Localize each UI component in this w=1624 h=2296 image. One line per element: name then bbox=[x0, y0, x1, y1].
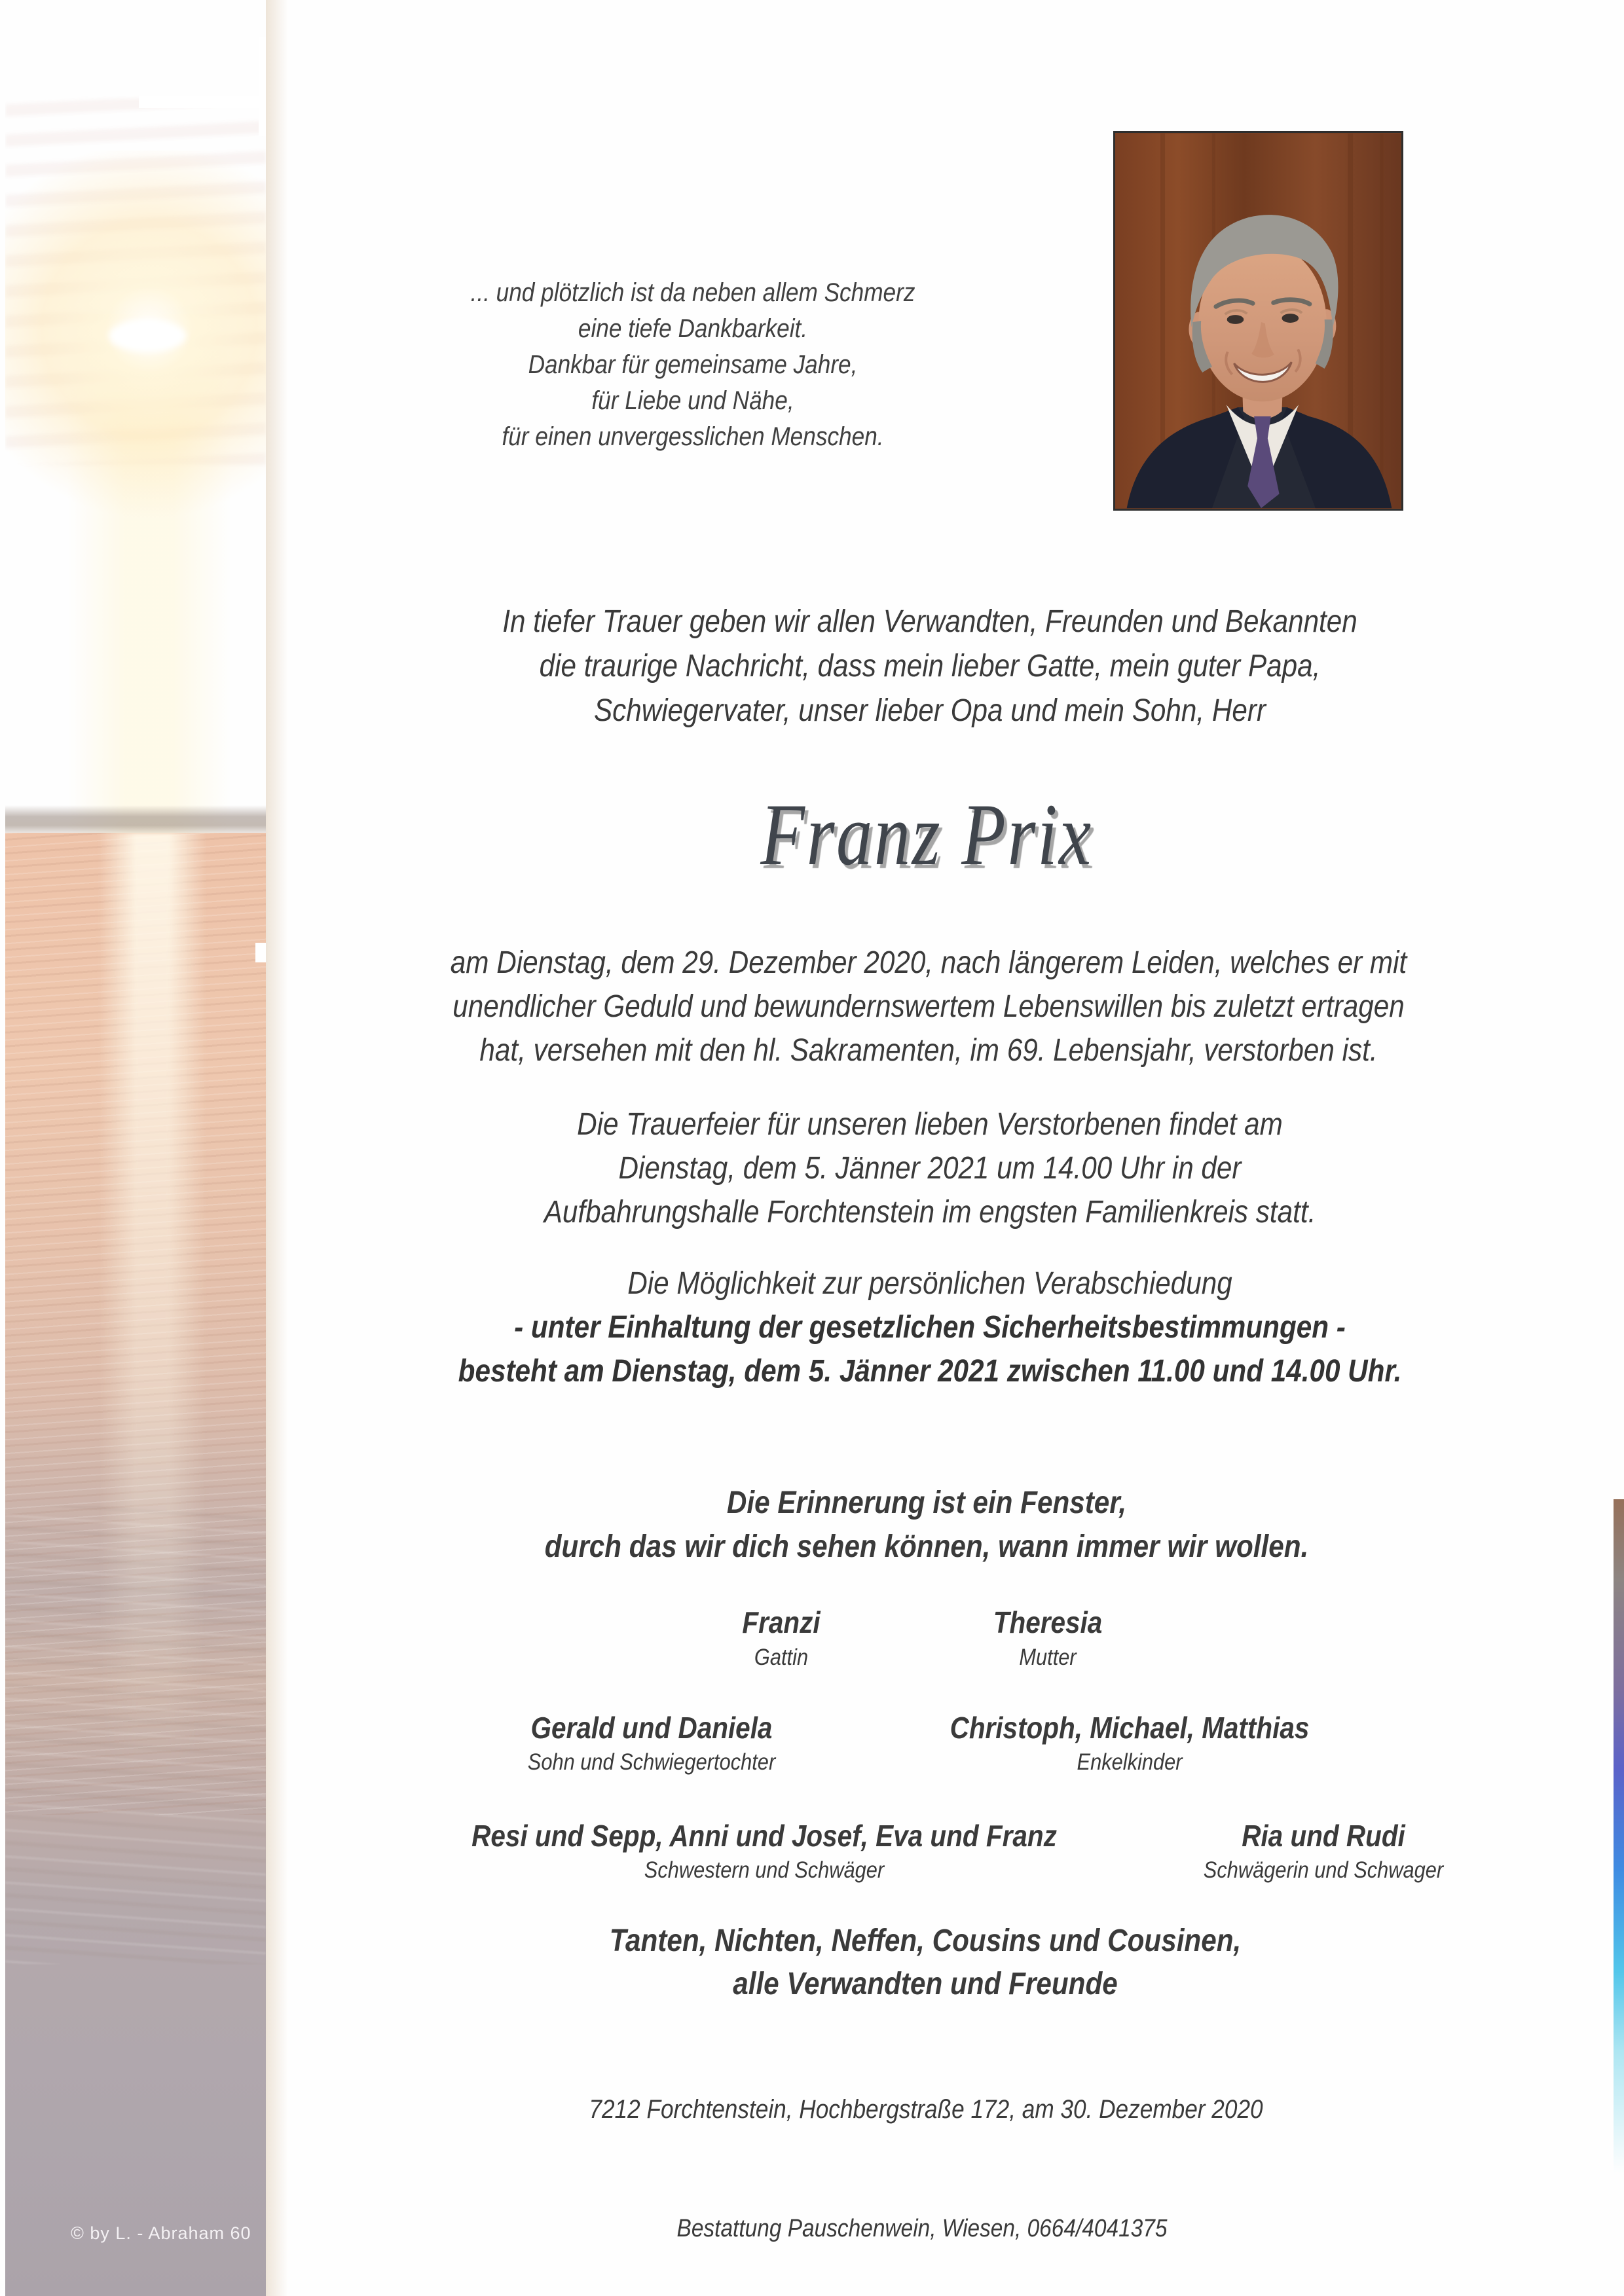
portrait-photo bbox=[1113, 131, 1403, 511]
mourner-relation: Enkelkinder bbox=[1077, 1749, 1183, 1775]
farewell-line-bold: - unter Einhaltung der gesetzlichen Sicherheitsbestimmungen - bbox=[514, 1310, 1346, 1345]
address-line: 7212 Forchtenstein, Hochbergstraße 172, am 30. Dezember 2020 bbox=[589, 2095, 1263, 2124]
deceased-name: Franz Prix bbox=[760, 786, 1093, 884]
farewell-line: Die Möglichkeit zur persönlichen Verabschiedung bbox=[627, 1266, 1232, 1301]
strip-edge-shadow bbox=[266, 0, 288, 2296]
scan-notch-artifact bbox=[259, 37, 266, 136]
poem-line: ... und plötzlich ist da neben allem Schmerz bbox=[470, 278, 915, 307]
closing-mourners-line: Tanten, Nichten, Neffen, Cousins und Cousinen, bbox=[609, 1923, 1242, 1958]
mourner-names: Theresia bbox=[993, 1605, 1103, 1639]
mourner-names: Resi und Sepp, Anni und Josef, Eva und Franz bbox=[471, 1819, 1057, 1853]
mourner-relation: Schwägerin und Schwager bbox=[1203, 1857, 1444, 1883]
funeral-home-line: Bestattung Pauschenwein, Wiesen, 0664/4041375 bbox=[676, 2215, 1168, 2242]
farewell-line-bold: besteht am Dienstag, dem 5. Jänner 2021 zwischen 11.00 und 14.00 Uhr. bbox=[458, 1354, 1402, 1389]
passing-line: hat, versehen mit den hl. Sakramenten, im 69. Lebensjahr, verstorben ist. bbox=[479, 1033, 1378, 1068]
sun-reflection-streak bbox=[98, 833, 206, 1782]
horizon-band bbox=[5, 805, 266, 834]
mourner-relation: Gattin bbox=[754, 1645, 809, 1670]
ceremony-line: Dienstag, dem 5. Jänner 2021 um 14.00 Uhr in der bbox=[618, 1151, 1242, 1186]
scan-notch-artifact bbox=[139, 96, 266, 108]
intro-line: Schwiegervater, unser lieber Opa und mein Sohn, Herr bbox=[593, 693, 1266, 728]
scan-edge-artifact bbox=[1614, 1499, 1624, 2174]
quote-line: durch das wir dich sehen können, wann immer wir wollen. bbox=[544, 1529, 1309, 1564]
mourner-names: Franzi bbox=[742, 1605, 821, 1639]
poem-line: eine tiefe Dankbarkeit. bbox=[578, 314, 808, 343]
sun-disc bbox=[109, 319, 186, 352]
mourner-relation: Sohn und Schwiegertochter bbox=[527, 1749, 776, 1775]
quote-line: Die Erinnerung ist ein Fenster, bbox=[726, 1485, 1127, 1520]
ceremony-line: Die Trauerfeier für unseren lieben Verstorbenen findet am bbox=[577, 1107, 1283, 1142]
mourner-names: Gerald und Daniela bbox=[530, 1711, 773, 1745]
scan-notch-artifact bbox=[255, 943, 266, 962]
photo-credit: © by L. - Abraham 60 bbox=[71, 2223, 251, 2243]
poem-line: für einen unvergesslichen Menschen. bbox=[502, 422, 884, 451]
closing-mourners-line: alle Verwandten und Freunde bbox=[733, 1967, 1118, 2001]
passing-line: am Dienstag, dem 29. Dezember 2020, nach längerem Leiden, welches er mit bbox=[450, 945, 1407, 980]
mourner-relation: Mutter bbox=[1019, 1645, 1077, 1670]
sunset-photo-strip bbox=[5, 0, 266, 2296]
poem-line: Dankbar für gemeinsame Jahre, bbox=[528, 350, 858, 379]
portrait-illustration bbox=[1115, 133, 1401, 509]
mourner-names: Christoph, Michael, Matthias bbox=[950, 1711, 1310, 1745]
poem-line: für Liebe und Nähe, bbox=[591, 386, 794, 415]
intro-line: die traurige Nachricht, dass mein lieber Gatte, mein guter Papa, bbox=[539, 649, 1321, 683]
ceremony-line: Aufbahrungshalle Forchtenstein im engsten Familienkreis statt. bbox=[544, 1195, 1316, 1230]
intro-line: In tiefer Trauer geben wir allen Verwandten, Freunden und Bekannten bbox=[502, 604, 1357, 639]
mourner-names: Ria und Rudi bbox=[1242, 1819, 1405, 1853]
mourner-relation: Schwestern und Schwäger bbox=[644, 1857, 885, 1883]
passing-line: unendlicher Geduld und bewundernswertem Lebenswillen bis zuletzt ertragen bbox=[452, 989, 1405, 1024]
